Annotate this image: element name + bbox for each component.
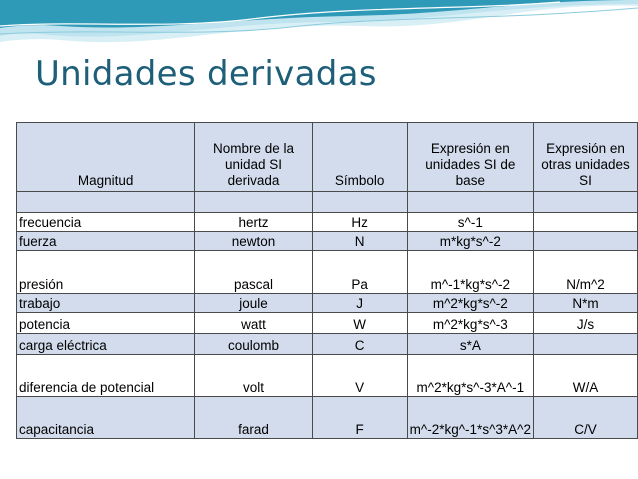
table-row bbox=[17, 294, 638, 313]
cell-expresion-base: m^2*kg*s^-2 bbox=[407, 294, 533, 313]
cell-unidad: joule bbox=[195, 294, 312, 313]
table-row bbox=[17, 232, 638, 251]
header-nombre-unidad: Nombre de la unidad SI derivada bbox=[195, 123, 312, 192]
table-row bbox=[17, 213, 638, 232]
cell-expresion-base: m^2*kg*s^-3*A^-1 bbox=[407, 355, 533, 397]
table-row bbox=[17, 355, 638, 397]
cell-simbolo: W bbox=[312, 313, 407, 334]
cell-expresion-base: m^2*kg*s^-3 bbox=[407, 313, 533, 334]
cell-expresion-base: m^-2*kg^-1*s^3*A^2 bbox=[407, 397, 533, 439]
cell-unidad: newton bbox=[195, 232, 312, 251]
table-row bbox=[17, 251, 638, 294]
cell-simbolo: J bbox=[312, 294, 407, 313]
table-row bbox=[17, 313, 638, 334]
cell-simbolo: C bbox=[312, 334, 407, 355]
cell-simbolo: Hz bbox=[312, 213, 407, 232]
cell-simbolo: F bbox=[312, 397, 407, 439]
cell-magnitud: presión bbox=[17, 251, 195, 294]
cell-unidad: farad bbox=[195, 397, 312, 439]
cell-magnitud: trabajo bbox=[17, 294, 195, 313]
table-row bbox=[17, 397, 638, 439]
cell-magnitud: frecuencia bbox=[17, 213, 195, 232]
header-expresion-base: Expresión en unidades SI de base bbox=[407, 123, 533, 192]
cell-expresion-otras bbox=[534, 213, 638, 232]
cell-magnitud: capacitancia bbox=[17, 397, 195, 439]
cell-expresion-otras: W/A bbox=[534, 355, 638, 397]
table-header-row bbox=[17, 123, 638, 192]
cell-expresion-otras: C/V bbox=[534, 397, 638, 439]
cell-expresion-base: s*A bbox=[407, 334, 533, 355]
cell-expresion-base: m*kg*s^-2 bbox=[407, 232, 533, 251]
cell-unidad: volt bbox=[195, 355, 312, 397]
header-expresion-otras: Expresión en otras unidades SI bbox=[534, 123, 638, 192]
table-spacer-row bbox=[17, 192, 638, 213]
cell-expresion-otras bbox=[534, 232, 638, 251]
cell-magnitud: diferencia de potencial bbox=[17, 355, 195, 397]
cell-simbolo: Pa bbox=[312, 251, 407, 294]
cell-expresion-otras bbox=[534, 334, 638, 355]
cell-magnitud: potencia bbox=[17, 313, 195, 334]
cell-unidad: coulomb bbox=[195, 334, 312, 355]
header-simbolo: Símbolo bbox=[312, 123, 407, 192]
cell-expresion-otras: N/m^2 bbox=[534, 251, 638, 294]
cell-simbolo: N bbox=[312, 232, 407, 251]
cell-magnitud: fuerza bbox=[17, 232, 195, 251]
header-wave-decoration bbox=[0, 0, 638, 60]
cell-unidad: hertz bbox=[195, 213, 312, 232]
header-magnitud: Magnitud bbox=[17, 123, 195, 192]
cell-simbolo: V bbox=[312, 355, 407, 397]
slide-title: Unidades derivadas bbox=[35, 54, 377, 94]
cell-unidad: pascal bbox=[195, 251, 312, 294]
table-row bbox=[17, 334, 638, 355]
cell-expresion-otras: J/s bbox=[534, 313, 638, 334]
cell-expresion-base: m^-1*kg*s^-2 bbox=[407, 251, 533, 294]
cell-unidad: watt bbox=[195, 313, 312, 334]
cell-expresion-otras: N*m bbox=[534, 294, 638, 313]
cell-expresion-base: s^-1 bbox=[407, 213, 533, 232]
derived-units-table bbox=[16, 122, 638, 439]
cell-magnitud: carga eléctrica bbox=[17, 334, 195, 355]
